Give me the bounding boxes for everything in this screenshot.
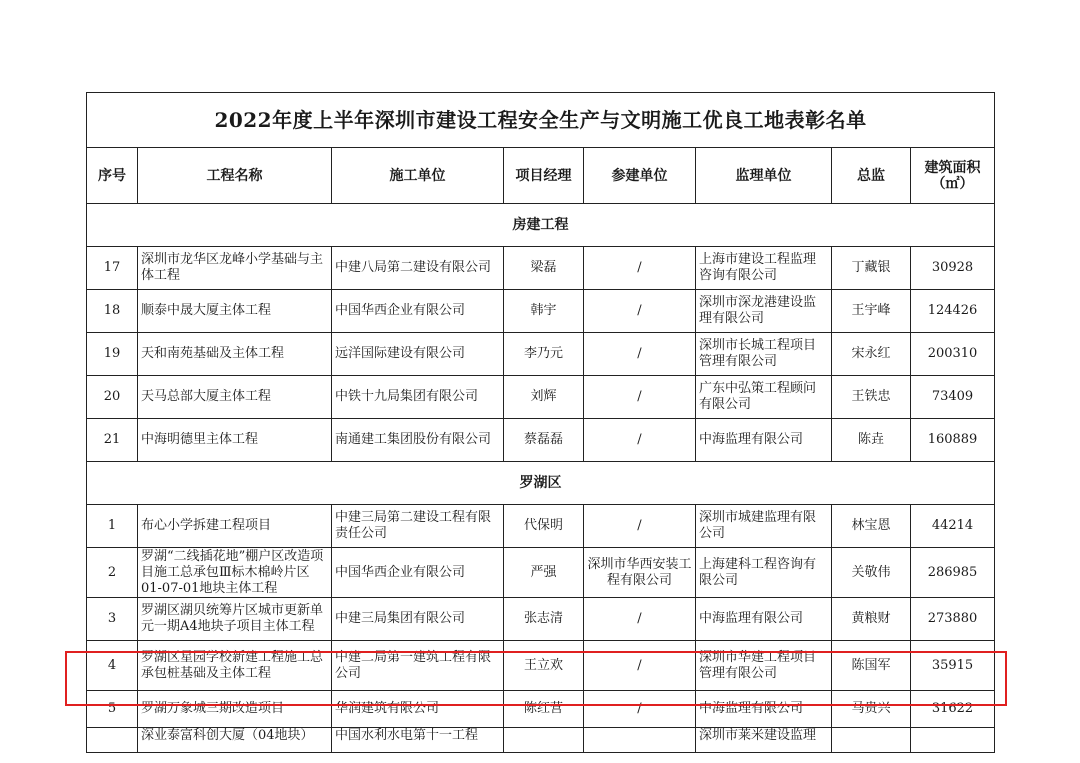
document-title: 2022年度上半年深圳市建设工程安全生产与文明施工优良工地表彰名单 — [87, 93, 995, 148]
table-row — [87, 247, 995, 290]
cell-manager: 蔡磊磊 — [504, 419, 584, 462]
cell-manager: 代保明 — [504, 505, 584, 548]
section-row — [87, 204, 995, 247]
cell-chief: 陈国军 — [832, 641, 911, 691]
cell-chief: 马贵兴 — [832, 691, 911, 728]
cell-project: 罗湖万象城三期改造项目 — [138, 691, 332, 728]
cell-chief: 王宇峰 — [832, 290, 911, 333]
cell-area: 44214 — [911, 505, 995, 548]
table-row — [87, 598, 995, 641]
header-supervisor: 监理单位 — [696, 148, 832, 204]
table-row — [87, 728, 995, 753]
cell-no: 4 — [87, 641, 138, 691]
cell-supervisor: 上海建科工程咨询有限公司 — [696, 548, 832, 598]
cell-contractor: 华润建筑有限公司 — [332, 691, 504, 728]
header-manager: 项目经理 — [504, 148, 584, 204]
cell-no: 18 — [87, 290, 138, 333]
cell-supervisor: 深圳市深龙港建设监理有限公司 — [696, 290, 832, 333]
cell-chief: 宋永红 — [832, 333, 911, 376]
cell-project: 天马总部大厦主体工程 — [138, 376, 332, 419]
cell-area: 30928 — [911, 247, 995, 290]
table-row — [87, 641, 995, 691]
cell-supervisor: 深圳市城建监理有限公司 — [696, 505, 832, 548]
cell-partner: / — [584, 290, 696, 333]
cell-supervisor: 深圳市莱米建设监理 — [696, 728, 832, 753]
cell-no: 3 — [87, 598, 138, 641]
cell-contractor: 中国华西企业有限公司 — [332, 548, 504, 598]
cell-project: 罗湖区湖贝统筹片区城市更新单元一期A4地块子项目主体工程 — [138, 598, 332, 641]
header-area: 建筑面积（㎡） — [911, 148, 995, 204]
cell-project: 天和南苑基础及主体工程 — [138, 333, 332, 376]
award-list-document — [86, 92, 994, 753]
cell-area: 200310 — [911, 333, 995, 376]
cell-area — [911, 728, 995, 753]
cell-partner — [584, 728, 696, 753]
cell-partner: / — [584, 376, 696, 419]
header-partner: 参建单位 — [584, 148, 696, 204]
cell-manager: 刘辉 — [504, 376, 584, 419]
cell-manager: 张志清 — [504, 598, 584, 641]
table-row — [87, 505, 995, 548]
cell-project: 布心小学拆建工程项目 — [138, 505, 332, 548]
cell-manager: 韩宇 — [504, 290, 584, 333]
cell-chief: 林宝恩 — [832, 505, 911, 548]
cell-no: 2 — [87, 548, 138, 598]
cell-supervisor: 深圳市长城工程项目管理有限公司 — [696, 333, 832, 376]
cell-project: 中海明德里主体工程 — [138, 419, 332, 462]
cell-project: 罗湖区星园学校新建工程施工总承包桩基础及主体工程 — [138, 641, 332, 691]
cell-no: 19 — [87, 333, 138, 376]
cell-manager: 陈红营 — [504, 691, 584, 728]
cell-supervisor: 中海监理有限公司 — [696, 691, 832, 728]
table-row — [87, 376, 995, 419]
table-row — [87, 691, 995, 728]
cell-partner: 深圳市华西安装工程有限公司 — [584, 548, 696, 598]
header-contractor: 施工单位 — [332, 148, 504, 204]
cell-contractor: 中建二局第一建筑工程有限公司 — [332, 641, 504, 691]
cell-area: 286985 — [911, 548, 995, 598]
cell-supervisor: 广东中弘策工程顾问有限公司 — [696, 376, 832, 419]
cell-contractor: 远洋国际建设有限公司 — [332, 333, 504, 376]
header-no: 序号 — [87, 148, 138, 204]
cell-contractor: 中建八局第二建设有限公司 — [332, 247, 504, 290]
cell-manager: 李乃元 — [504, 333, 584, 376]
cell-contractor: 中建三局第二建设工程有限责任公司 — [332, 505, 504, 548]
table-row — [87, 333, 995, 376]
cell-chief — [832, 728, 911, 753]
cell-chief: 黄粮财 — [832, 598, 911, 641]
section-row — [87, 462, 995, 505]
cell-area: 73409 — [911, 376, 995, 419]
cell-contractor: 中国水利水电第十一工程 — [332, 728, 504, 753]
cell-partner: / — [584, 333, 696, 376]
cell-no — [87, 728, 138, 753]
cell-partner: / — [584, 641, 696, 691]
cell-no: 1 — [87, 505, 138, 548]
section-title: 房建工程 — [87, 204, 995, 247]
cell-partner: / — [584, 247, 696, 290]
cell-no: 17 — [87, 247, 138, 290]
cell-contractor: 中铁十九局集团有限公司 — [332, 376, 504, 419]
cell-area: 31622 — [911, 691, 995, 728]
cell-partner: / — [584, 419, 696, 462]
cell-project: 深圳市龙华区龙峰小学基础与主体工程 — [138, 247, 332, 290]
header-project: 工程名称 — [138, 148, 332, 204]
cell-partner: / — [584, 505, 696, 548]
cell-supervisor: 深圳市华建工程项目管理有限公司 — [696, 641, 832, 691]
cell-chief: 王铁忠 — [832, 376, 911, 419]
table-row — [87, 290, 995, 333]
cell-project: 深业泰富科创大厦（04地块） — [138, 728, 332, 753]
cell-project: 罗湖“二线插花地”棚户区改造项目施工总承包Ⅲ标木棉岭片区01-07-01地块主体工程 — [138, 548, 332, 598]
cell-contractor: 中国华西企业有限公司 — [332, 290, 504, 333]
cell-no: 21 — [87, 419, 138, 462]
cell-no: 5 — [87, 691, 138, 728]
cell-project: 顺泰中晟大厦主体工程 — [138, 290, 332, 333]
cell-supervisor: 中海监理有限公司 — [696, 598, 832, 641]
cell-manager: 严强 — [504, 548, 584, 598]
cell-contractor: 南通建工集团股份有限公司 — [332, 419, 504, 462]
cell-chief: 陈垚 — [832, 419, 911, 462]
cell-area: 35915 — [911, 641, 995, 691]
cell-partner: / — [584, 691, 696, 728]
cell-manager — [504, 728, 584, 753]
cell-area: 124426 — [911, 290, 995, 333]
cell-no: 20 — [87, 376, 138, 419]
cell-supervisor: 上海市建设工程监理咨询有限公司 — [696, 247, 832, 290]
cell-chief: 关敬伟 — [832, 548, 911, 598]
cell-supervisor: 中海监理有限公司 — [696, 419, 832, 462]
table-row — [87, 419, 995, 462]
table-row — [87, 548, 995, 598]
cell-chief: 丁藏银 — [832, 247, 911, 290]
section-title: 罗湖区 — [87, 462, 995, 505]
cell-manager: 王立欢 — [504, 641, 584, 691]
cell-area: 160889 — [911, 419, 995, 462]
award-table — [86, 92, 995, 753]
header-chief: 总监 — [832, 148, 911, 204]
cell-partner: / — [584, 598, 696, 641]
cell-contractor: 中建三局集团有限公司 — [332, 598, 504, 641]
cell-manager: 梁磊 — [504, 247, 584, 290]
header-row — [87, 148, 995, 204]
cell-area: 273880 — [911, 598, 995, 641]
